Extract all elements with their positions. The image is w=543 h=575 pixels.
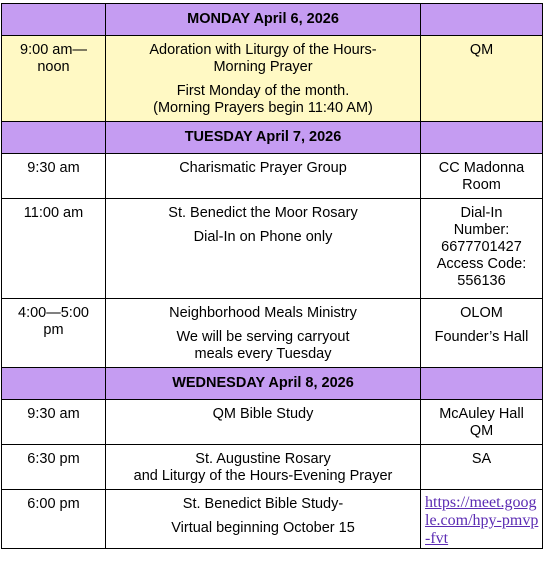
event-description: St. Benedict the Moor Rosary Dial-In on Phone only bbox=[106, 199, 421, 299]
event-time: 9:30 am bbox=[2, 154, 106, 199]
event-location: McAuley Hall QM bbox=[421, 400, 543, 445]
day-header-row bbox=[2, 122, 543, 154]
blank-cell bbox=[2, 122, 106, 154]
day-header-row bbox=[2, 4, 543, 36]
blank-cell bbox=[421, 368, 543, 400]
event-time: 11:00 am bbox=[2, 199, 106, 299]
event-description: Neighborhood Meals Ministry We will be serving carryout meals every Tuesday bbox=[106, 299, 421, 368]
event-description: Adoration with Liturgy of the Hours-Morning Prayer First Monday of the month. (Morning Prayers begin 11:40 AM) bbox=[106, 36, 421, 122]
meeting-link[interactable]: https://meet.google.com/hpy-pmvp-fvt bbox=[425, 494, 539, 547]
event-description: QM Bible Study bbox=[106, 400, 421, 445]
day-header: TUESDAY April 7, 2026 bbox=[106, 122, 421, 154]
schedule-table bbox=[1, 3, 543, 549]
event-row bbox=[2, 299, 543, 368]
event-location: QM bbox=[421, 36, 543, 122]
event-description: Charismatic Prayer Group bbox=[106, 154, 421, 199]
blank-cell bbox=[2, 368, 106, 400]
blank-cell bbox=[2, 4, 106, 36]
event-time: 6:30 pm bbox=[2, 445, 106, 490]
event-row bbox=[2, 490, 543, 549]
event-row bbox=[2, 400, 543, 445]
day-header: WEDNESDAY April 8, 2026 bbox=[106, 368, 421, 400]
event-description: St. Benedict Bible Study- Virtual beginning October 15 bbox=[106, 490, 421, 549]
event-time: 6:00 pm bbox=[2, 490, 106, 549]
event-row bbox=[2, 154, 543, 199]
day-header-row bbox=[2, 368, 543, 400]
event-description: St. Augustine Rosary and Liturgy of the Hours-Evening Prayer bbox=[106, 445, 421, 490]
blank-cell bbox=[421, 4, 543, 36]
blank-cell bbox=[421, 122, 543, 154]
event-time: 9:00 am—noon bbox=[2, 36, 106, 122]
event-row bbox=[2, 445, 543, 490]
event-location: SA bbox=[421, 445, 543, 490]
event-row bbox=[2, 36, 543, 122]
event-row bbox=[2, 199, 543, 299]
event-location bbox=[421, 490, 543, 549]
event-location: CC Madonna Room bbox=[421, 154, 543, 199]
event-location: Dial-In Number: 6677701427 Access Code: 556136 bbox=[421, 199, 543, 299]
event-location: OLOM Founder’s Hall bbox=[421, 299, 543, 368]
event-time: 4:00—5:00 pm bbox=[2, 299, 106, 368]
day-header: MONDAY April 6, 2026 bbox=[106, 4, 421, 36]
event-time: 9:30 am bbox=[2, 400, 106, 445]
